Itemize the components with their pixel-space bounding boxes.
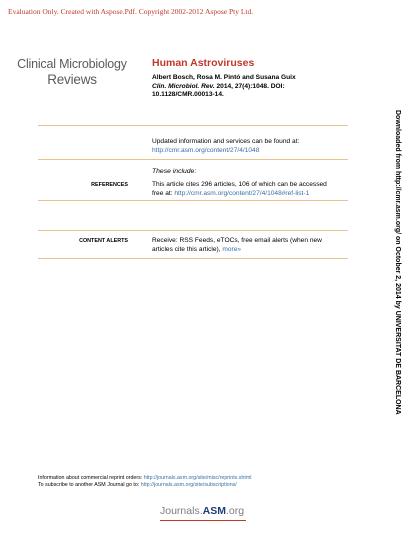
- divider: [38, 200, 348, 201]
- article-authors: Albert Bosch, Rosa M. Pintó and Susana Guix: [152, 74, 296, 81]
- content-alerts-text2-row: [152, 246, 362, 255]
- journal-logo: [12, 57, 132, 87]
- updated-info: [152, 138, 352, 155]
- footer: [38, 475, 378, 489]
- citation-journal: Clin. Microbiol. Rev.: [152, 82, 215, 90]
- references-label: REFERENCES: [91, 182, 128, 188]
- subscribe-link[interactable]: http://journals.asm.org/site/subscriptions/: [140, 482, 237, 488]
- content-alerts-more-link[interactable]: more»: [222, 245, 242, 253]
- logo-part-org: .org: [225, 505, 245, 517]
- logo-part-asm: ASM: [202, 505, 226, 517]
- footer-reprint: [38, 475, 378, 482]
- content-alerts-text2: articles cite this article),: [152, 245, 221, 253]
- evaluation-watermark: Evaluation Only. Created with Aspose.Pdf. Copyright 2002-2012 Aspose Pty Ltd.: [8, 7, 254, 16]
- divider: [38, 125, 348, 126]
- journal-logo-line2: Reviews: [47, 72, 97, 87]
- logo-part-journals: Journals.: [160, 505, 203, 517]
- article-citation: [152, 83, 352, 92]
- citation-details: 2014, 27(4):1048. DOI:: [214, 82, 285, 90]
- footer-subscribe: [38, 482, 378, 489]
- article-title: Human Astroviruses: [152, 57, 255, 69]
- updated-text: Updated information and services can be found at:: [152, 138, 300, 145]
- footer-reprint-text: Information about commercial reprint orders:: [38, 475, 143, 481]
- references-free-label: free at:: [152, 189, 173, 197]
- references-info: [152, 181, 362, 198]
- content-alerts-text: Receive: RSS Feeds, eTOCs, free email alerts (when new: [152, 237, 322, 244]
- references-text: This article cites 296 articles, 106 of which can be accessed: [152, 181, 327, 188]
- journal-logo-line1: Clinical Microbiology: [17, 57, 127, 71]
- reprint-link[interactable]: http://journals.asm.org/site/misc/reprints.xhtml: [143, 475, 252, 481]
- references-link[interactable]: http://cmr.asm.org/content/27/4/1048#ref-list-1: [174, 189, 310, 197]
- article-authors-block: [152, 74, 352, 100]
- divider: [38, 230, 348, 231]
- journals-asm-logo: [160, 505, 244, 517]
- divider: [38, 258, 348, 259]
- article-doi: 10.1128/CMR.00013-14.: [152, 91, 224, 98]
- content-alerts-label: CONTENT ALERTS: [79, 238, 128, 244]
- logo-underline: [160, 520, 246, 521]
- footer-subscribe-text: To subscribe to another ASM Journal go to:: [38, 482, 140, 488]
- updated-link[interactable]: http://cmr.asm.org/content/27/4/1048: [152, 146, 260, 154]
- download-sidebar-note: Downloaded from http://cmr.asm.org/ on October 2, 2014 by UNIVERSITAT DE BARCELONA: [394, 110, 401, 415]
- references-free: [152, 190, 362, 199]
- content-alerts-info: [152, 237, 362, 254]
- these-include-label: These include:: [152, 168, 197, 175]
- divider: [38, 159, 348, 160]
